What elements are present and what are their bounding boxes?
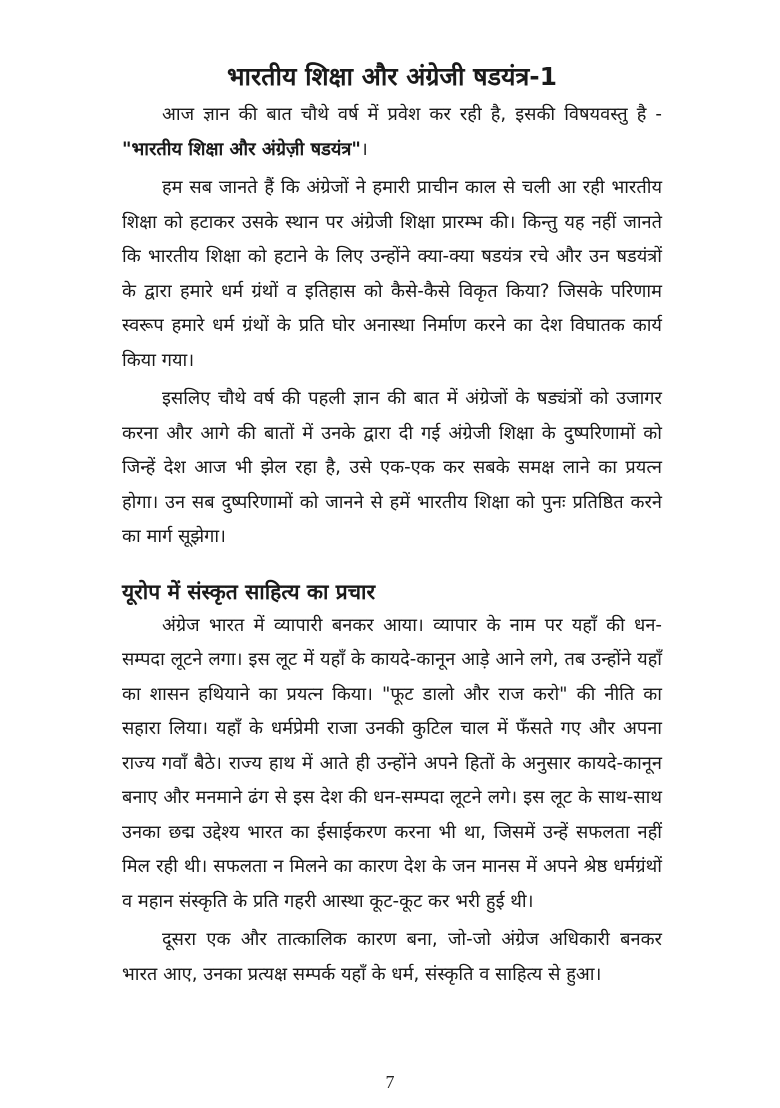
intro-end: । — [360, 138, 368, 160]
body-paragraph-1: हम सब जानते हैं कि अंग्रेजों ने हमारी प्राचीन काल से चली आ रही भारतीय शिक्षा को हटाकर उसके स्थान पर अंग्रेजी शिक्षा प्रारम्भ की। किन्तु यह नहीं जानते कि भारतीय शिक्षा को हटाने के लिए उन्होंने क्या-क्या षडयंत्र रचे और उन षडयंत्रों के द्वारा हमारे धर्म ग्रंथों व इतिहास को कैसे-कैसे विकृत किया? जिसके परिणाम स्वरूप हमारे धर्म ग्रंथों के प्रति घोर अनास्था निर्माण करने का देश विघातक कार्य किया गया। — [122, 177, 662, 371]
section-paragraph-1: अंग्रेज भारत में व्यापारी बनकर आया। व्यापार के नाम पर यहाँ की धन-सम्पदा लूटने लगा। इस लूट में यहाँ के कायदे-कानून आड़े आने लगे, तब उन्होंने यहाँ का शासन हथियाने का प्रयत्न किया। "फूट डालो और राज करो" की नीति का सहारा लिया। यहाँ के धर्मप्रेमी राजा उनकी कुटिल चाल में फँसते गए और अपना राज्य गवाँ बैठे। राज्य हाथ में आते ही उन्होंने अपने हितों के अनुसार कायदे-कानून बनाए और मनमाने ढंग से इस देश की धन-सम्पदा लूटने लगे। इस लूट के साथ-साथ उनका छद्म उद्देश्य भारत का ईसाईकरण करना भी था, जिसमें उन्हें सफलता नहीं मिल रही थी। सफलता न मिलने का कारण देश के जन मानस में अपने श्रेष्ठ धर्मग्रंथों व महान संस्कृति के प्रति गहरी आस्था कूट-कूट कर भरी हुई थी। — [122, 614, 662, 912]
intro-bold-subject: "भारतीय शिक्षा और अंग्रेज़ी षडयंत्र" — [122, 138, 361, 160]
section-heading: यूरोप में संस्कृत साहित्य का प्रचार — [122, 579, 376, 604]
document-page — [122, 60, 662, 992]
intro-text: आज ज्ञान की बात चौथे वर्ष में प्रवेश कर रही है, इसकी विषयवस्तु है - — [162, 104, 662, 125]
page-number: 7 — [385, 1072, 395, 1092]
page-title: भारतीय शिक्षा और अंग्रेजी षडयंत्र-1 — [226, 62, 558, 91]
body-paragraph-2: इसलिए चौथे वर्ष की पहली ज्ञान की बात में अंग्रेजों के षड्यंत्रों को उजागर करना और आगे की बातों में उनके द्वारा दी गई अंग्रेजी शिक्षा के दुष्परिणामों को जिन्हें देश आज भी झेल रहा है, उसे एक-एक कर सबके समक्ष लाने का प्रयत्न होगा। उन सब दुष्परिणामों को जानने से हमें भारतीय शिक्षा को पुनः प्रतिष्ठित करने का मार्ग सूझेगा। — [122, 388, 662, 547]
section-paragraph-2: दूसरा एक और तात्कालिक कारण बना, जो-जो अंग्रेज अधिकारी बनकर भारत आए, उनका प्रत्यक्ष सम्पर्क यहाँ के धर्म, संस्कृति व साहित्य से हुआ। — [122, 929, 662, 985]
intro-paragraph — [122, 98, 662, 167]
